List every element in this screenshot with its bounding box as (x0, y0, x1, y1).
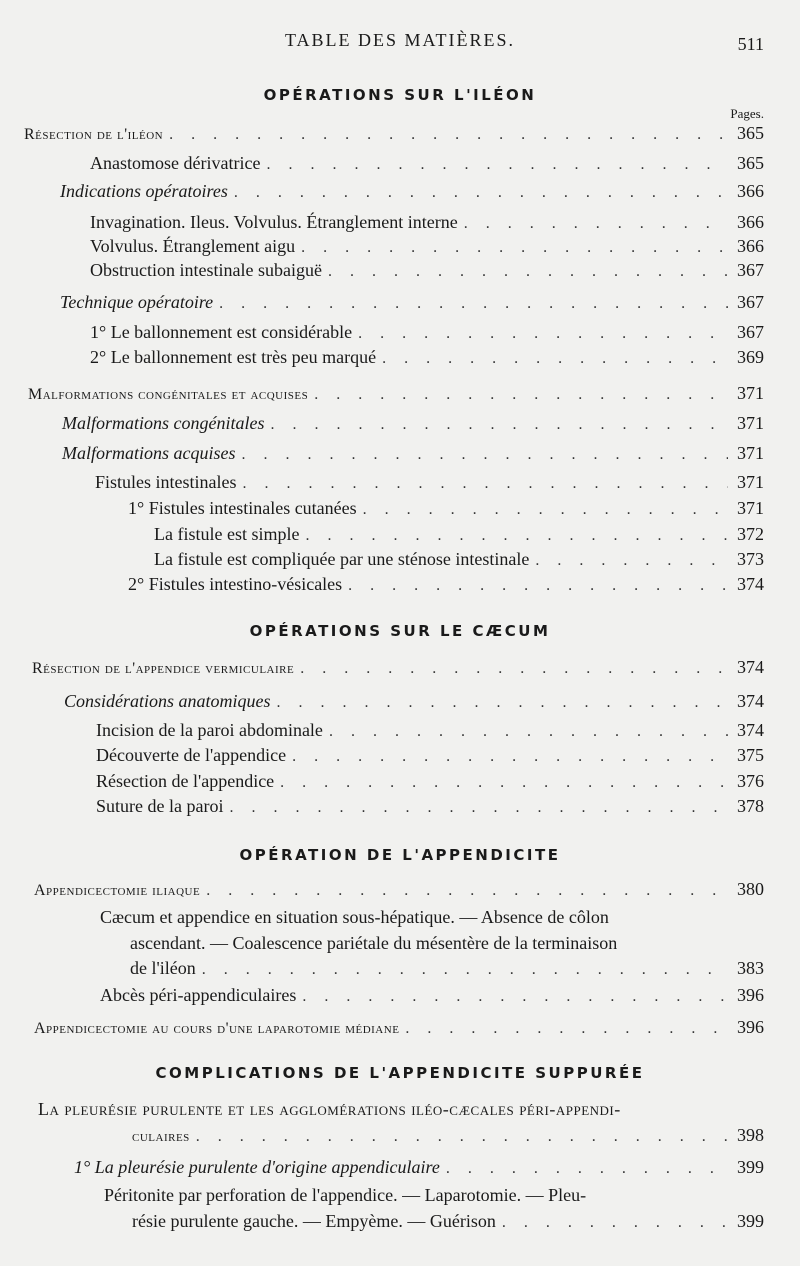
toc-entry (90, 259, 764, 283)
entry-title: Découverte de l'appendice (96, 745, 287, 765)
toc-entry (132, 1124, 764, 1148)
toc-entry (132, 1210, 764, 1234)
entry-page: 371 (737, 413, 764, 433)
page-number: 511 (737, 34, 764, 54)
entry-continuation-line: Cæcum et appendice en situation sous-hépatique. — Absence de côlon (100, 907, 609, 927)
entry-title: Considérations anatomiques (64, 691, 271, 711)
leader-dots (405, 1018, 728, 1040)
entry-title: La fistule est simple (154, 524, 300, 544)
leader-dots (301, 237, 728, 259)
entry-title: 1° Le ballonnement est considérable (90, 322, 353, 342)
leader-dots (382, 348, 728, 370)
entry-page: 371 (737, 498, 764, 518)
toc-entry (34, 878, 764, 902)
entry-page: 366 (737, 212, 764, 232)
toc-entry (95, 471, 764, 495)
leader-dots (277, 692, 728, 714)
entry-title: Malformations congénitales et acquises (28, 386, 309, 403)
entry-title: 2° Fistules intestino-vésicales (128, 574, 343, 594)
entry-title: 1° La pleurésie purulente d'origine appendiculaire (74, 1157, 440, 1177)
section-title-appendicite: OPÉRATION DE L'APPENDICITE (239, 846, 561, 864)
toc-entry (90, 346, 764, 370)
running-title: TABLE DES MATIÈRES. (284, 30, 516, 50)
entry-page: 367 (737, 322, 764, 342)
toc-entry (96, 719, 764, 743)
toc-entry (90, 152, 764, 176)
toc-entry (74, 1156, 764, 1180)
toc-entry (96, 770, 764, 794)
entry-title: Invagination. Ileus. Volvulus. Étranglement interne (90, 212, 458, 232)
entry-page: 398 (737, 1125, 764, 1145)
entry-title: Résection de l'appendice (96, 771, 275, 791)
leader-dots (292, 746, 728, 768)
entry-title: résie purulente gauche. — Empyème. — Guérison (132, 1211, 496, 1231)
entry-page: 371 (737, 383, 764, 403)
toc-entry (64, 690, 764, 714)
entry-page: 383 (737, 958, 764, 978)
leader-dots (229, 797, 728, 819)
toc-entry (34, 1016, 764, 1040)
entry-page: 367 (737, 260, 764, 280)
entry-title: 1° Fistules intestinales cutanées (128, 498, 357, 518)
leader-dots (266, 154, 728, 176)
leader-dots (169, 124, 728, 146)
leader-dots (305, 525, 728, 547)
entry-page: 374 (737, 574, 764, 594)
leader-dots (502, 1212, 728, 1234)
toc-entry (60, 180, 764, 204)
leader-dots (358, 323, 728, 345)
entry-page: 366 (737, 236, 764, 256)
leader-dots (464, 213, 728, 235)
leader-dots (202, 959, 728, 981)
leader-dots (243, 473, 729, 495)
toc-entry (96, 795, 764, 819)
entry-title: Technique opératoire (60, 292, 214, 312)
toc-entry (130, 957, 764, 981)
section-title-complications: COMPLICATIONS DE L'APPENDICITE SUPPURÉE (155, 1064, 645, 1082)
entry-page: 365 (737, 153, 764, 173)
entry-continuation-line: La pleurésie purulente et les agglomérations iléo-cæcales péri-appendi- (38, 1099, 621, 1119)
entry-title: Appendicectomie au cours d'une laparotomie médiane (34, 1020, 400, 1037)
leader-dots (219, 293, 728, 315)
entry-title: Malformations acquises (62, 443, 236, 463)
toc-entry (100, 984, 764, 1008)
leader-dots (302, 986, 728, 1008)
entry-title: Appendicectomie iliaque (34, 882, 201, 899)
leader-dots (348, 575, 728, 597)
entry-page: 365 (737, 123, 764, 143)
entry-page: 399 (737, 1157, 764, 1177)
toc-entry (154, 523, 764, 547)
entry-page: 374 (737, 691, 764, 711)
leader-dots (446, 1158, 728, 1180)
toc-entry (62, 412, 764, 436)
entry-page: 396 (737, 985, 764, 1005)
entry-continuation-line: ascendant. — Coalescence pariétale du mésentère de la terminaison (130, 933, 618, 953)
entry-page: 399 (737, 1211, 764, 1231)
entry-page: 371 (737, 472, 764, 492)
toc-entry (60, 291, 764, 315)
toc-entry (128, 497, 764, 521)
entry-page: 376 (737, 771, 764, 791)
entry-title: Volvulus. Étranglement aigu (90, 236, 296, 256)
toc-entry (128, 573, 764, 597)
entry-title: Fistules intestinales (95, 472, 237, 492)
leader-dots (328, 261, 728, 283)
section-title-caecum: OPÉRATIONS SUR LE CÆCUM (249, 622, 551, 640)
entry-title: La fistule est compliquée par une sténose intestinale (154, 549, 530, 569)
leader-dots (300, 658, 728, 680)
entry-page: 373 (737, 549, 764, 569)
pages-column-label: Pages. (730, 106, 764, 121)
leader-dots (535, 550, 728, 572)
entry-page: 372 (737, 524, 764, 544)
entry-page: 366 (737, 181, 764, 201)
toc-entry (96, 744, 764, 768)
leader-dots (234, 182, 728, 204)
entry-continuation-line: Péritonite par perforation de l'appendice. — Laparotomie. — Pleu- (104, 1185, 587, 1205)
toc-entry (32, 656, 764, 680)
entry-title: Suture de la paroi (96, 796, 224, 816)
section-title-ileon: OPÉRATIONS SUR L'ILÉON (263, 86, 537, 104)
entry-page: 380 (737, 879, 764, 899)
entry-title: de l'iléon (130, 958, 196, 978)
entry-page: 375 (737, 745, 764, 765)
entry-title: Anastomose dérivatrice (90, 153, 261, 173)
entry-title: culaires (132, 1128, 190, 1145)
entry-title: Résection de l'iléon (24, 126, 164, 143)
leader-dots (314, 384, 728, 406)
toc-entry (24, 122, 764, 146)
entry-page: 369 (737, 347, 764, 367)
leader-dots (363, 499, 728, 521)
entry-title: Incision de la paroi abdominale (96, 720, 323, 740)
toc-entry (90, 235, 764, 259)
entry-page: 374 (737, 657, 764, 677)
entry-page: 378 (737, 796, 764, 816)
entry-title: Résection de l'appendice vermiculaire (32, 660, 295, 677)
toc-entry (28, 382, 764, 406)
toc-entry (90, 321, 764, 345)
entry-title: 2° Le ballonnement est très peu marqué (90, 347, 377, 367)
leader-dots (270, 414, 728, 436)
entry-page: 371 (737, 443, 764, 463)
entry-title: Obstruction intestinale subaiguë (90, 260, 322, 280)
toc-entry (62, 442, 764, 466)
leader-dots (329, 721, 728, 743)
entry-title: Abcès péri-appendiculaires (100, 985, 297, 1005)
leader-dots (280, 772, 728, 794)
entry-page: 374 (737, 720, 764, 740)
toc-entry (154, 548, 764, 572)
entry-page: 367 (737, 292, 764, 312)
entry-title: Malformations congénitales (62, 413, 265, 433)
leader-dots (206, 880, 728, 902)
toc-entry (90, 211, 764, 235)
entry-title: Indications opératoires (60, 181, 228, 201)
entry-page: 396 (737, 1017, 764, 1037)
leader-dots (242, 444, 729, 466)
leader-dots (196, 1126, 728, 1148)
